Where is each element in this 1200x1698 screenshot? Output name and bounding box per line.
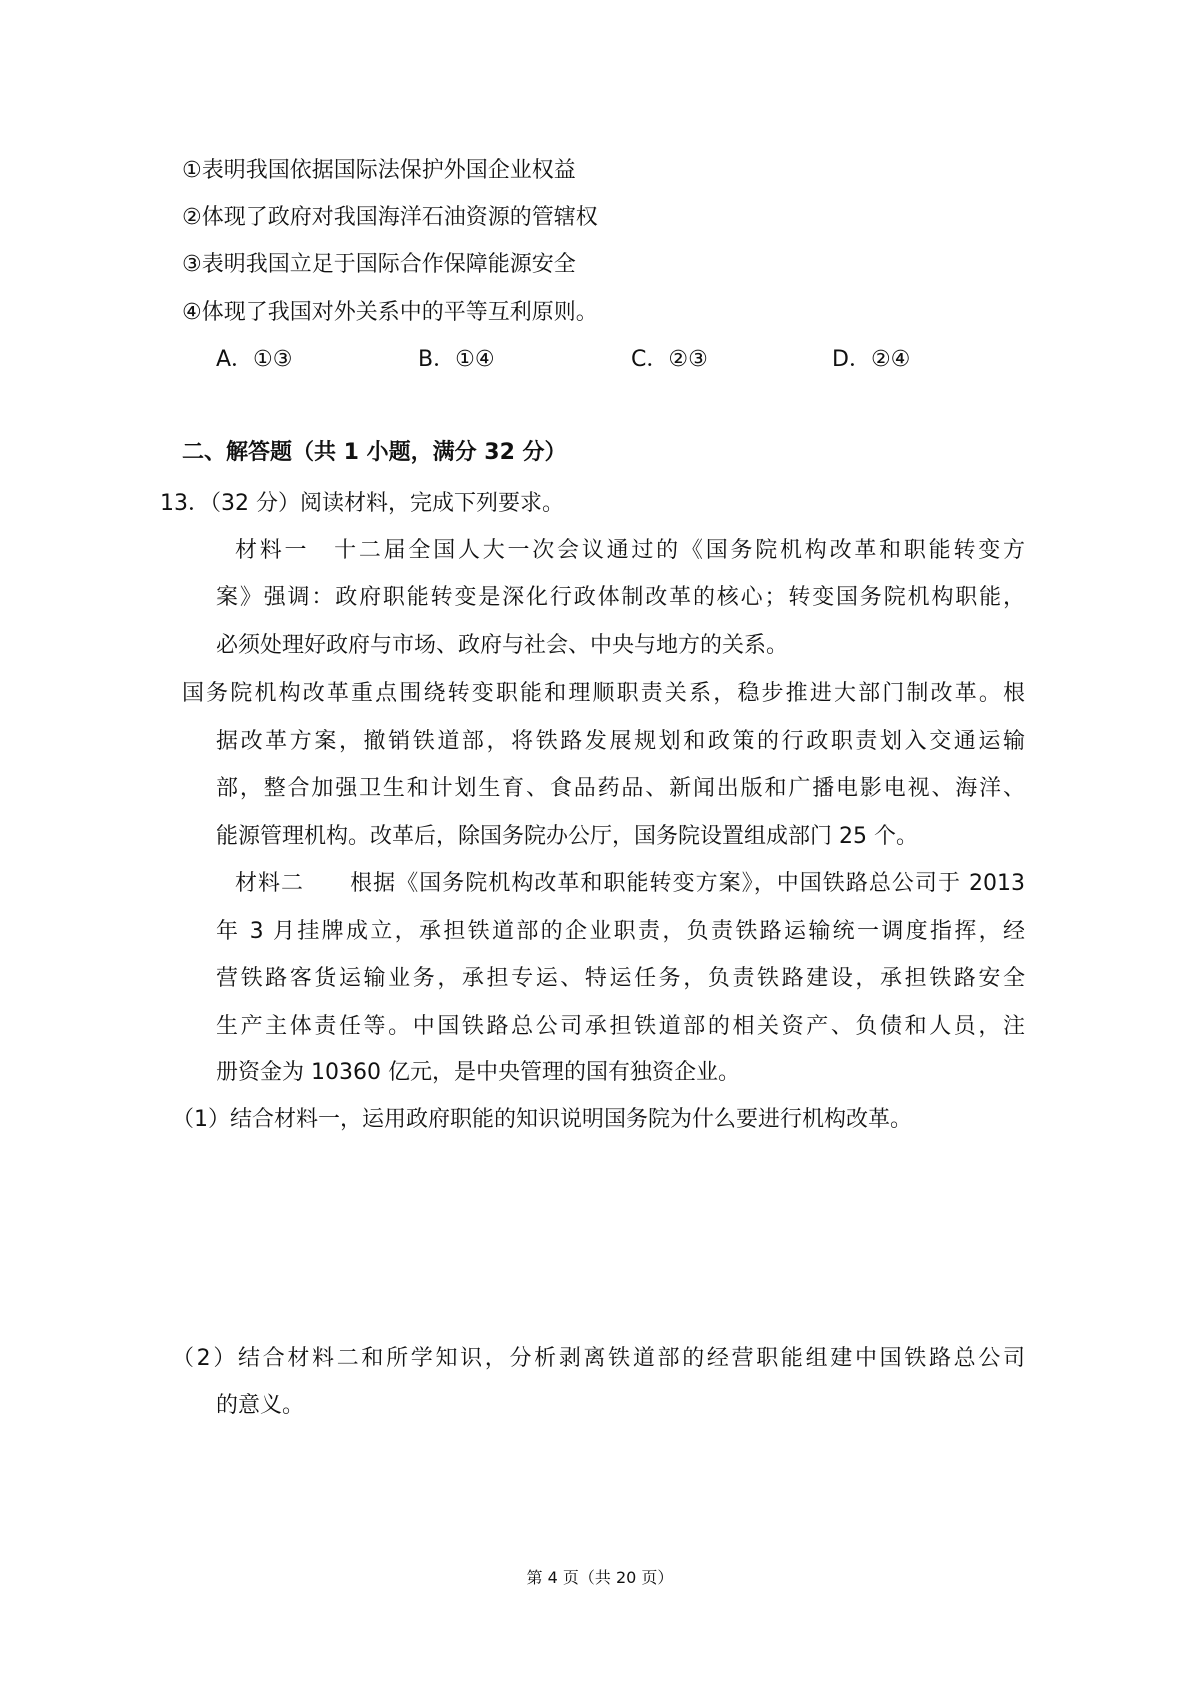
option-b: B．①④: [418, 347, 495, 372]
sub-question-2-cont: 的意义。: [216, 1393, 305, 1418]
material2-line: 年 3 月挂牌成立，承担铁道部的企业职责，负责铁路运输统一调度指挥，经: [216, 919, 1025, 944]
option-d: D．②④: [832, 347, 911, 372]
option-c: C．②③: [631, 347, 708, 372]
section-heading: 二、解答题（共 1 小题，满分 32 分）: [182, 440, 567, 465]
material2-line: 册资金为 10360 亿元，是中央管理的国有独资企业。: [216, 1060, 740, 1085]
question-13: 13．（32 分）阅读材料，完成下列要求。: [160, 491, 564, 516]
material1b-line: 国务院机构改革重点围绕转变职能和理顺职责关系，稳步推进大部门制改革。根: [182, 681, 1025, 706]
material2-line: 材料二 根据《国务院机构改革和职能转变方案》，中国铁路总公司于 2013: [235, 871, 1025, 896]
sub-question-2: （2）结合材料二和所学知识，分析剥离铁道部的经营职能组建中国铁路总公司: [172, 1346, 1025, 1371]
statement-4: ④体现了我国对外关系中的平等互利原则。: [182, 300, 598, 325]
statement-1: ①表明我国依据国际法保护外国企业权益: [182, 158, 576, 183]
material1-line: 案》强调：政府职能转变是深化行政体制改革的核心；转变国务院机构职能，: [216, 585, 1025, 610]
material2-line: 营铁路客货运输业务，承担专运、特运任务，负责铁路建设，承担铁路安全: [216, 966, 1025, 991]
sub-question-1: （1）结合材料一，运用政府职能的知识说明国务院为什么要进行机构改革。: [172, 1107, 912, 1132]
material1b-line: 能源管理机构。改革后，除国务院办公厅，国务院设置组成部门 25 个。: [216, 824, 918, 849]
statement-3: ③表明我国立足于国际合作保障能源安全: [182, 252, 576, 277]
material1b-line: 部，整合加强卫生和计划生育、食品药品、新闻出版和广播电影电视、海洋、: [216, 776, 1025, 801]
material2-line: 生产主体责任等。中国铁路总公司承担铁道部的相关资产、负债和人员，注: [216, 1014, 1025, 1039]
material1-line: 必须处理好政府与市场、政府与社会、中央与地方的关系。: [216, 633, 789, 658]
option-a: A．①③: [216, 347, 293, 372]
page-footer: 第 4 页（共 20 页）: [526, 1568, 674, 1587]
statement-2: ②体现了政府对我国海洋石油资源的管辖权: [182, 205, 598, 230]
material1b-line: 据改革方案，撤销铁道部，将铁路发展规划和政策的行政职责划入交通运输: [216, 729, 1025, 754]
material1-line: 材料一 十二届全国人大一次会议通过的《国务院机构改革和职能转变方: [235, 538, 1025, 563]
